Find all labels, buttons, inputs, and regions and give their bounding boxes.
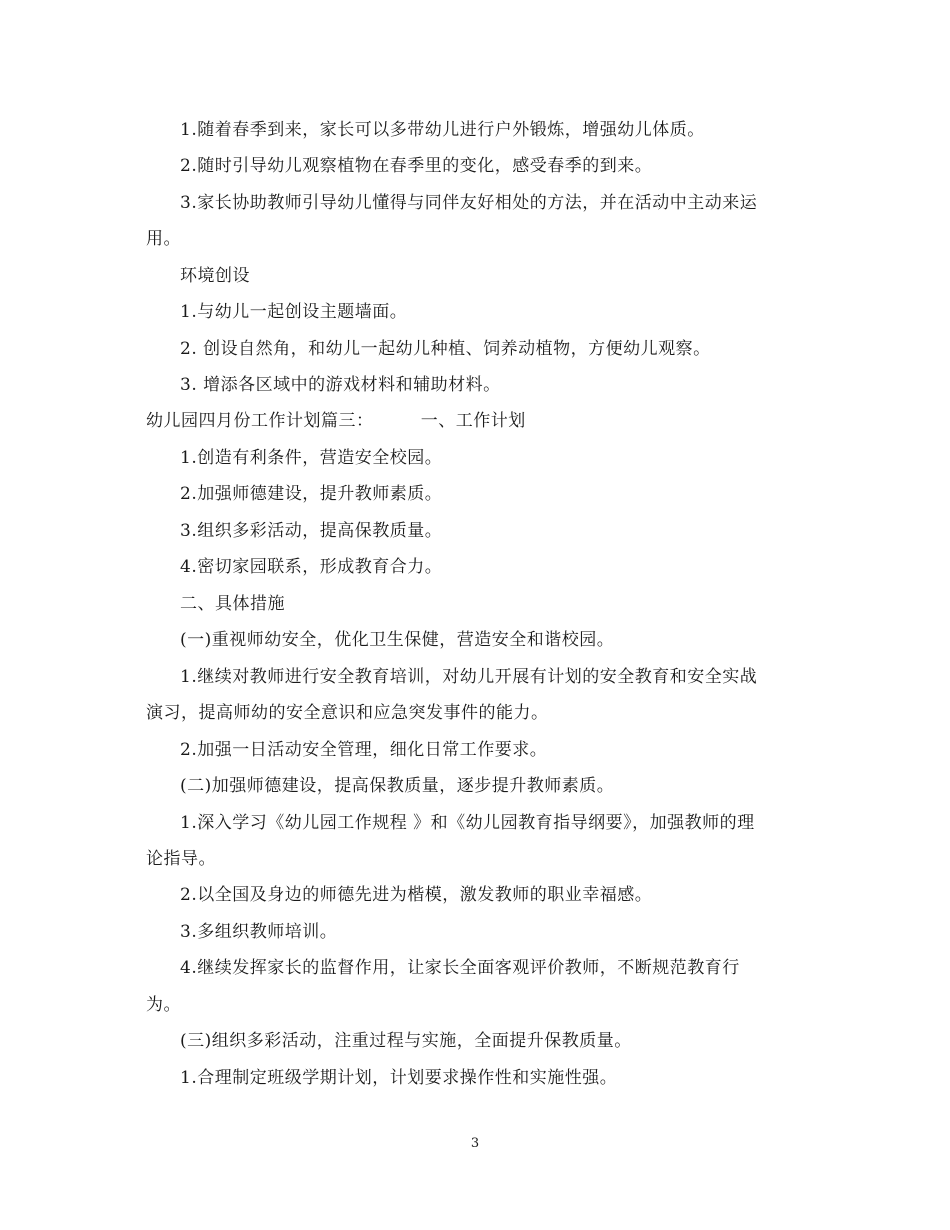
section-heading: 二、具体措施 — [180, 594, 285, 614]
text-line: 2.随时引导幼儿观察植物在春季里的变化，感受春季的到来。 — [180, 156, 653, 176]
text-line: 1.深入学习《幼儿园工作规程 》和《幼儿园教育指导纲要》，加强教师的理 — [180, 813, 755, 833]
section-heading: 环境创设 — [180, 266, 250, 286]
subsection-heading: (二)加强师德建设，提高保教质量，逐步提升教师素质。 — [180, 776, 615, 796]
text-line: 用。 — [146, 229, 181, 249]
page-number: 3 — [470, 1136, 480, 1151]
text-line: 2.以全国及身边的师德先进为楷模，激发教师的职业幸福感。 — [180, 885, 653, 905]
text-line: 演习，提高师幼的安全意识和应急突发事件的能力。 — [146, 703, 549, 723]
text-line: 1.随着春季到来，家长可以多带幼儿进行户外锻炼，增强幼儿体质。 — [180, 120, 705, 140]
text-line: 1.继续对教师进行安全教育培训，对幼儿开展有计划的安全教育和安全实战 — [180, 667, 758, 687]
text-line: 3.家长协助教师引导幼儿懂得与同伴友好相处的方法，并在活动中主动来运 — [180, 193, 758, 213]
text-line: 3.组织多彩活动，提高保教质量。 — [180, 521, 443, 541]
subsection-heading: (一)重视师幼安全，优化卫生保健，营造安全和谐校园。 — [180, 630, 615, 650]
text-line: 2. 创设自然角，和幼儿一起幼儿种植、饲养动植物，方便幼儿观察。 — [180, 339, 711, 359]
text-line: 1.合理制定班级学期计划，计划要求操作性和实施性强。 — [180, 1068, 618, 1088]
text-line: 1.与幼儿一起创设主题墙面。 — [180, 302, 408, 322]
text-line: 论指导。 — [146, 849, 216, 869]
section-heading: 幼儿园四月份工作计划篇三： 一、工作计划 — [146, 411, 526, 431]
text-line: 2.加强师德建设，提升教师素质。 — [180, 484, 443, 504]
text-line: 为。 — [146, 995, 181, 1015]
subsection-heading: (三)组织多彩活动，注重过程与实施，全面提升保教质量。 — [180, 1031, 632, 1051]
text-line: 2.加强一日活动安全管理，细化日常工作要求。 — [180, 740, 548, 760]
text-line: 3. 增添各区域中的游戏材料和辅助材料。 — [180, 375, 501, 395]
text-line: 4.继续发挥家长的监督作用，让家长全面客观评价教师，不断规范教育行 — [180, 958, 740, 978]
text-line: 3.多组织教师培训。 — [180, 922, 338, 942]
text-line: 1.创造有利条件，营造安全校园。 — [180, 448, 443, 468]
text-line: 4.密切家园联系，形成教育合力。 — [180, 557, 443, 577]
